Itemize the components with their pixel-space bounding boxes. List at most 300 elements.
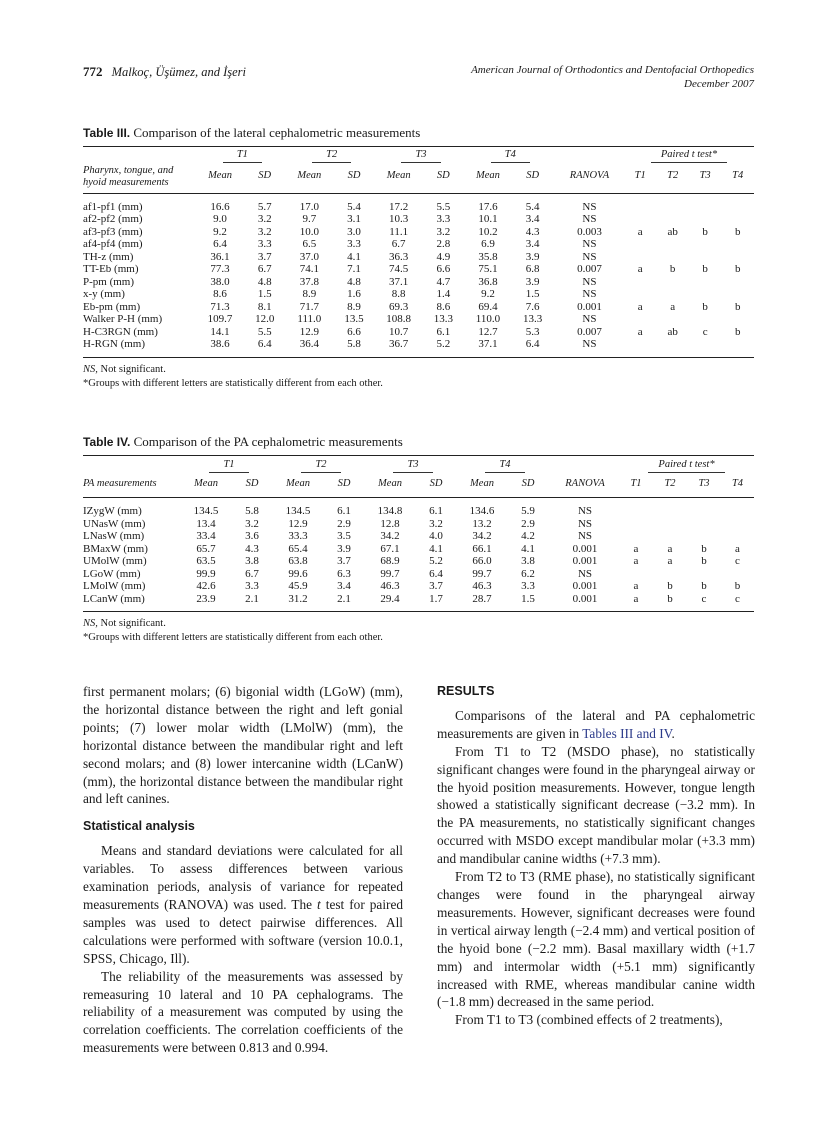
mean-cell: 12.7 [478, 325, 498, 338]
paired-test-cell [721, 338, 754, 357]
paired-test-cell [624, 251, 656, 264]
paired-test-cell [689, 213, 721, 226]
sd-cell: 4.8 [257, 275, 272, 288]
mean-cell: 74.1 [299, 263, 319, 275]
paired-test-cell [624, 238, 656, 251]
paired-test-cell [653, 568, 687, 581]
col-mean: Mean [198, 165, 243, 194]
mean-cell: 33.3 [288, 530, 308, 542]
sd-cell: 1.6 [347, 288, 361, 300]
mean-cell: 99.9 [196, 567, 216, 580]
paired-test-header: Paired t test* [624, 147, 754, 165]
ranova-cell: 0.001 [577, 300, 602, 313]
ranova-cell: NS [582, 338, 597, 350]
paired-test-cell [689, 338, 721, 357]
paired-test-cell [689, 288, 721, 301]
sd-cell: 6.8 [525, 263, 540, 275]
paired-test-cell: a [633, 555, 639, 567]
paired-test-cell: c [702, 325, 708, 338]
ranova-cell: NS [577, 517, 593, 530]
ranova-cell: 0.001 [572, 555, 598, 567]
mean-cell: 63.8 [288, 555, 308, 567]
sd-cell: 4.8 [347, 275, 361, 288]
row-label: af3-pf3 (mm) [83, 225, 143, 238]
mean-cell: 8.9 [302, 288, 317, 300]
paired-test-cell [687, 530, 721, 543]
journal-name: American Journal of Orthodontics and Dentofacial Orthopedics [471, 64, 754, 76]
paired-test-cell: a [637, 300, 643, 313]
paired-test-cell [656, 251, 688, 264]
table-row [83, 213, 754, 226]
ranova-cell: NS [577, 567, 593, 580]
ranova-cell: 0.001 [572, 542, 598, 555]
paired-test-cell [721, 201, 754, 214]
sd-cell: 5.8 [245, 505, 259, 517]
mean-cell: 10.1 [478, 213, 498, 225]
ranova-cell: NS [582, 275, 597, 288]
table-caption [83, 434, 754, 450]
col-t1: T1 [624, 165, 656, 194]
paired-test-cell [721, 251, 754, 264]
row-label: LMolW (mm) [83, 580, 146, 592]
mean-cell: 37.1 [478, 338, 498, 350]
sd-cell: 1.5 [257, 288, 272, 300]
paired-test-cell [656, 201, 688, 214]
paired-test-cell [619, 568, 653, 581]
mean-cell: 66.0 [472, 555, 492, 567]
sd-cell: 6.7 [245, 567, 259, 580]
col-mean: Mean [367, 476, 413, 498]
row-label: TH-z (mm) [83, 250, 134, 263]
row-label: af2-pf2 (mm) [83, 213, 143, 225]
paired-test-cell: b [701, 542, 707, 555]
table-row [83, 313, 754, 326]
mean-cell: 13.2 [472, 517, 492, 530]
col-t4: T4 [721, 476, 754, 498]
sd-cell: 5.5 [257, 325, 272, 338]
paired-test-cell: b [667, 592, 673, 605]
group-header: T3 [367, 456, 459, 476]
mean-cell: 134.5 [193, 505, 219, 517]
mean-cell: 36.3 [389, 250, 409, 263]
table-row [83, 555, 754, 568]
table-row [83, 326, 754, 339]
col-sd: SD [510, 165, 555, 194]
sd-cell: 7.1 [347, 263, 361, 275]
footnote-groups: *Groups with different letters are statistically different from each other. [83, 377, 383, 389]
data-table [83, 146, 754, 358]
table-row [83, 593, 754, 612]
table-footnotes [83, 617, 754, 645]
col-t1: T1 [619, 476, 653, 498]
paired-test-cell: a [667, 555, 673, 567]
sd-cell: 3.7 [337, 555, 351, 567]
ranova-cell: 0.007 [577, 325, 602, 338]
paired-test-cell [721, 518, 754, 531]
mean-cell: 8.8 [391, 288, 406, 300]
col-sd: SD [332, 165, 377, 194]
mean-cell: 69.3 [389, 300, 409, 313]
mean-cell: 42.6 [196, 580, 216, 592]
paired-test-cell [721, 276, 754, 289]
table-row [83, 226, 754, 239]
row-label: af1-pf1 (mm) [83, 200, 143, 213]
mean-cell: 134.8 [377, 505, 403, 517]
sd-cell: 6.4 [525, 338, 540, 350]
sd-cell: 6.4 [429, 567, 443, 580]
row-label: UNasW (mm) [83, 517, 146, 530]
group-header: T2 [275, 456, 367, 476]
table-row [83, 568, 754, 581]
row-label: BMaxW (mm) [83, 542, 148, 555]
sd-cell: 6.6 [436, 263, 451, 275]
col-mean: Mean [183, 476, 229, 498]
sd-cell: 6.7 [257, 263, 272, 275]
mean-cell: 17.6 [478, 200, 498, 213]
paragraph: first permanent molars; (6) bigonial width (LGoW) (mm), the horizontal distance between the right and left gonial points; (7) lower molar width (LMolW) (mm), the horizontal distance between the mandibular right and left second molars; and (8) lower intercanine width (LCanW) (mm), the horizontal distance between the mandibular right and left canines. [83, 684, 403, 807]
row-label: UMolW (mm) [83, 555, 147, 567]
col-mean: Mean [275, 476, 321, 498]
col-t3: T3 [689, 165, 721, 194]
ranova-cell: NS [582, 313, 597, 325]
paired-test-cell [653, 505, 687, 518]
col-t2: T2 [653, 476, 687, 498]
mean-cell: 65.4 [288, 542, 308, 555]
sd-cell: 8.6 [436, 300, 451, 313]
mean-cell: 67.1 [380, 542, 400, 555]
mean-cell: 17.2 [389, 200, 409, 213]
sd-cell: 6.1 [436, 325, 451, 338]
paragraph: From T1 to T3 (combined effects of 2 treatments), [455, 1012, 723, 1028]
sd-cell: 3.2 [257, 225, 272, 238]
col-sd: SD [421, 165, 466, 194]
paired-test-cell: b [734, 263, 741, 275]
footnote-groups: *Groups with different letters are statistically different from each other. [83, 632, 383, 643]
table-row [83, 543, 754, 556]
paired-test-cell [624, 276, 656, 289]
paired-test-cell: a [735, 542, 740, 555]
mean-cell: 134.5 [285, 505, 311, 517]
paired-test-cell [656, 313, 688, 326]
row-label: x-y (mm) [83, 288, 125, 300]
table-row [83, 505, 754, 518]
mean-cell: 34.2 [380, 530, 400, 542]
table-row [83, 580, 754, 593]
mean-cell: 36.1 [210, 250, 230, 263]
row-label: Eb-pm (mm) [83, 300, 141, 313]
sd-cell: 4.3 [525, 225, 540, 238]
mean-cell: 38.0 [210, 275, 230, 288]
mean-cell: 134.6 [469, 505, 495, 517]
paired-test-cell [619, 518, 653, 531]
table-iv [83, 434, 754, 645]
sd-cell: 3.9 [525, 250, 540, 263]
mean-cell: 14.1 [210, 325, 230, 338]
mean-cell: 17.0 [299, 200, 319, 213]
sd-cell: 13.5 [344, 313, 364, 325]
row-header: Pharynx, tongue, and hyoid measurements [83, 165, 198, 194]
sd-cell: 3.9 [525, 275, 540, 288]
paired-test-cell: c [735, 555, 740, 567]
paired-test-header: Paired t test* [619, 456, 754, 476]
sd-cell: 7.6 [525, 300, 540, 313]
paired-test-cell [656, 238, 688, 251]
sd-cell: 4.0 [429, 530, 443, 542]
col-t3: T3 [687, 476, 721, 498]
paragraph: From T2 to T3 (RME phase), no statistically significant changes were found in the pharyngeal airway measurements. However, significant decreases were found in vertical airway length (−2.4 mm) and vertical position of the hyoid bone (−2.2 mm). Basal maxillary width (+1.7 mm) and intermolar width (+5.1 mm) significantly increased with RME, whereas mandibular canine width (−1.8 mm) decreased in the same period. [437, 869, 755, 1010]
col-sd: SD [242, 165, 287, 194]
paired-test-cell [721, 238, 754, 251]
col-t4: T4 [721, 165, 754, 194]
paired-test-cell: b [702, 300, 708, 313]
table-caption [83, 125, 754, 141]
paired-test-cell [656, 338, 688, 357]
sd-cell: 6.2 [521, 567, 535, 580]
sd-cell: 3.8 [245, 555, 259, 567]
sd-cell: 8.1 [257, 300, 272, 313]
paired-test-cell [624, 201, 656, 214]
sd-cell: 5.5 [436, 200, 451, 213]
paired-test-cell: c [701, 592, 707, 605]
sd-cell: 1.7 [429, 592, 443, 605]
sd-cell: 3.4 [525, 238, 540, 250]
paired-test-cell [619, 530, 653, 543]
col-mean: Mean [459, 476, 505, 498]
mean-cell: 66.1 [472, 542, 492, 555]
ranova-cell: NS [582, 288, 597, 300]
mean-cell: 110.0 [475, 313, 501, 325]
paired-test-cell [624, 313, 656, 326]
sd-cell: 5.9 [521, 505, 535, 517]
paired-test-cell [687, 568, 721, 581]
mean-cell: 37.8 [299, 275, 319, 288]
mean-cell: 9.2 [481, 288, 495, 300]
group-header: T1 [198, 147, 287, 165]
sd-cell: 6.4 [257, 338, 272, 350]
mean-cell: 10.7 [389, 325, 409, 338]
sd-cell: 3.9 [337, 542, 351, 555]
paired-test-cell [689, 238, 721, 251]
mean-cell: 6.7 [391, 238, 406, 250]
section-heading: RESULTS [437, 684, 495, 698]
sd-cell: 12.0 [255, 313, 275, 325]
mean-cell: 37.0 [299, 250, 319, 263]
paired-test-cell: ab [667, 325, 678, 338]
table-title: Comparison of the lateral cephalometric measurements [133, 125, 421, 140]
table-title: Comparison of the PA cephalometric measurements [133, 434, 403, 449]
sd-cell: 4.1 [347, 250, 361, 263]
paired-test-cell: b [669, 263, 676, 275]
paired-test-cell: a [637, 263, 643, 275]
sd-cell: 3.8 [521, 555, 535, 567]
sd-cell: 5.8 [347, 338, 361, 350]
mean-cell: 35.8 [478, 250, 498, 263]
sd-cell: 3.2 [245, 517, 259, 530]
col-mean: Mean [466, 165, 511, 194]
mean-cell: 33.4 [196, 530, 216, 542]
paired-test-cell [721, 530, 754, 543]
table-row [83, 276, 754, 289]
paired-test-cell: b [702, 263, 708, 275]
sd-cell: 3.3 [521, 580, 535, 592]
paired-test-cell: b [667, 580, 673, 592]
paired-test-cell [624, 288, 656, 301]
mean-cell: 71.7 [299, 300, 319, 313]
mean-cell: 37.1 [389, 275, 409, 288]
paired-test-cell: a [667, 542, 673, 555]
paired-test-cell [689, 276, 721, 289]
paired-test-cell [689, 313, 721, 326]
mean-cell: 36.8 [478, 275, 498, 288]
paired-test-cell [721, 568, 754, 581]
sd-cell: 1.5 [525, 288, 540, 300]
paired-test-cell [689, 201, 721, 214]
sd-cell: 3.3 [436, 213, 451, 225]
mean-cell: 10.3 [389, 213, 409, 225]
paragraph: The reliability of the measurements was assessed by remeasuring 10 lateral and 10 PA cephalograms. The reliability of a measurement was computed by using the correlation coefficients. The correlation coefficients of the measurements were between 0.813 and 0.994. [83, 968, 403, 1056]
ranova-cell: 0.007 [577, 263, 602, 275]
mean-cell: 99.6 [288, 567, 308, 580]
sd-cell: 3.6 [245, 530, 259, 542]
section-heading: Statistical analysis [83, 819, 195, 834]
paired-test-cell [656, 288, 688, 301]
mean-cell: 9.2 [213, 225, 227, 238]
paired-test-cell [721, 213, 754, 226]
footnote-ns: NS, Not significant. [83, 618, 166, 629]
table-row [83, 518, 754, 531]
mean-cell: 6.5 [302, 238, 317, 250]
sd-cell: 3.2 [257, 213, 272, 225]
mean-cell: 75.1 [478, 263, 498, 275]
paired-test-cell: ab [667, 225, 678, 238]
paired-test-cell [624, 338, 656, 357]
sd-cell: 4.2 [521, 530, 535, 542]
row-label: LNasW (mm) [83, 530, 145, 542]
mean-cell: 38.6 [210, 338, 230, 350]
mean-cell: 16.6 [210, 200, 230, 213]
sd-cell: 2.1 [245, 592, 259, 605]
table-reference-link[interactable]: Tables III and IV [582, 725, 672, 741]
group-header: T1 [183, 456, 275, 476]
sd-cell: 5.4 [347, 200, 361, 213]
paired-test-cell: a [633, 542, 639, 555]
mean-cell: 77.3 [210, 263, 230, 275]
sd-cell: 3.0 [347, 225, 361, 238]
col-sd: SD [413, 476, 459, 498]
mean-cell: 36.7 [389, 338, 409, 350]
sd-cell: 3.3 [257, 238, 272, 250]
mean-cell: 6.4 [213, 238, 227, 250]
mean-cell: 8.6 [213, 288, 227, 300]
sd-cell: 3.7 [429, 580, 443, 592]
paired-test-cell [656, 213, 688, 226]
table-row [83, 251, 754, 264]
ranova-cell: NS [582, 238, 597, 250]
mean-cell: 23.9 [196, 592, 216, 605]
sd-cell: 5.3 [525, 325, 540, 338]
col-t2: T2 [656, 165, 688, 194]
paired-test-cell: a [637, 225, 643, 238]
paired-test-cell: b [701, 580, 707, 592]
running-header-left [83, 64, 246, 80]
paired-test-cell [624, 213, 656, 226]
mean-cell: 10.0 [299, 225, 319, 238]
mean-cell: 46.3 [472, 580, 492, 592]
sd-cell: 3.7 [257, 250, 272, 263]
sd-cell: 3.2 [429, 517, 443, 530]
paragraph: Comparisons of the lateral and PA cephalometric measurements are given in Tables III and IV. [437, 707, 755, 741]
issue-date: December 2007 [684, 78, 754, 90]
mean-cell: 99.7 [380, 567, 400, 580]
row-label: P-pm (mm) [83, 275, 135, 288]
mean-cell: 10.2 [478, 225, 498, 238]
mean-cell: 68.9 [380, 555, 400, 567]
paragraph: Means and standard deviations were calculated for all variables. To assess differences between various examination periods, analysis of variance for repeated measurements (RANOVA) was used. The t test for paired samples was used to detect pairwise differences. All calculations were performed with software (version 10.0.1, SPSS, Chicago, Ill). [83, 843, 404, 966]
mean-cell: 45.9 [288, 580, 308, 592]
sd-cell: 6.1 [337, 505, 351, 517]
row-label: Walker P-H (mm) [83, 313, 163, 325]
group-header: T4 [466, 147, 555, 165]
table-footnotes [83, 363, 754, 391]
table-row [83, 301, 754, 314]
mean-cell: 63.5 [196, 555, 216, 567]
sd-cell: 2.9 [521, 517, 535, 530]
mean-cell: 9.7 [302, 213, 317, 225]
paired-test-cell: b [734, 300, 741, 313]
ranova-cell: NS [577, 530, 593, 542]
paired-test-cell [689, 251, 721, 264]
page-number: 772 [83, 64, 103, 79]
mean-cell: 69.4 [478, 300, 498, 313]
mean-cell: 28.7 [472, 592, 492, 605]
paired-test-cell [653, 518, 687, 531]
table-row [83, 201, 754, 214]
row-label: af4-pf4 (mm) [83, 238, 143, 250]
group-header: T3 [376, 147, 465, 165]
table-row [83, 530, 754, 543]
sd-cell: 13.3 [433, 313, 453, 325]
paired-test-cell: b [734, 580, 741, 592]
paired-test-cell [656, 276, 688, 289]
ranova-cell: 0.001 [572, 592, 598, 605]
sd-cell: 6.6 [347, 325, 361, 338]
mean-cell: 65.7 [196, 542, 216, 555]
col-sd: SD [229, 476, 275, 498]
mean-cell: 9.0 [213, 213, 227, 225]
sd-cell: 4.7 [436, 275, 451, 288]
paired-test-cell [687, 505, 721, 518]
row-label: H-RGN (mm) [83, 338, 146, 350]
sd-cell: 2.8 [436, 238, 451, 250]
paired-test-cell: c [735, 592, 740, 605]
col-ranova: RANOVA [551, 476, 619, 498]
col-sd: SD [321, 476, 367, 498]
table-label: Table III. [83, 126, 131, 140]
sd-cell: 3.5 [337, 530, 351, 542]
mean-cell: 74.5 [389, 263, 409, 275]
mean-cell: 12.9 [288, 517, 308, 530]
paired-test-cell: a [670, 300, 676, 313]
sd-cell: 3.3 [245, 580, 259, 592]
sd-cell: 6.3 [337, 567, 351, 580]
sd-cell: 3.4 [525, 213, 540, 225]
row-label: TT-Eb (mm) [83, 263, 139, 275]
sd-cell: 5.2 [429, 555, 443, 567]
sd-cell: 4.3 [245, 542, 259, 555]
mean-cell: 108.8 [386, 313, 412, 325]
footnote-ns: NS, Not significant. [83, 363, 166, 375]
paired-test-cell [721, 505, 754, 518]
